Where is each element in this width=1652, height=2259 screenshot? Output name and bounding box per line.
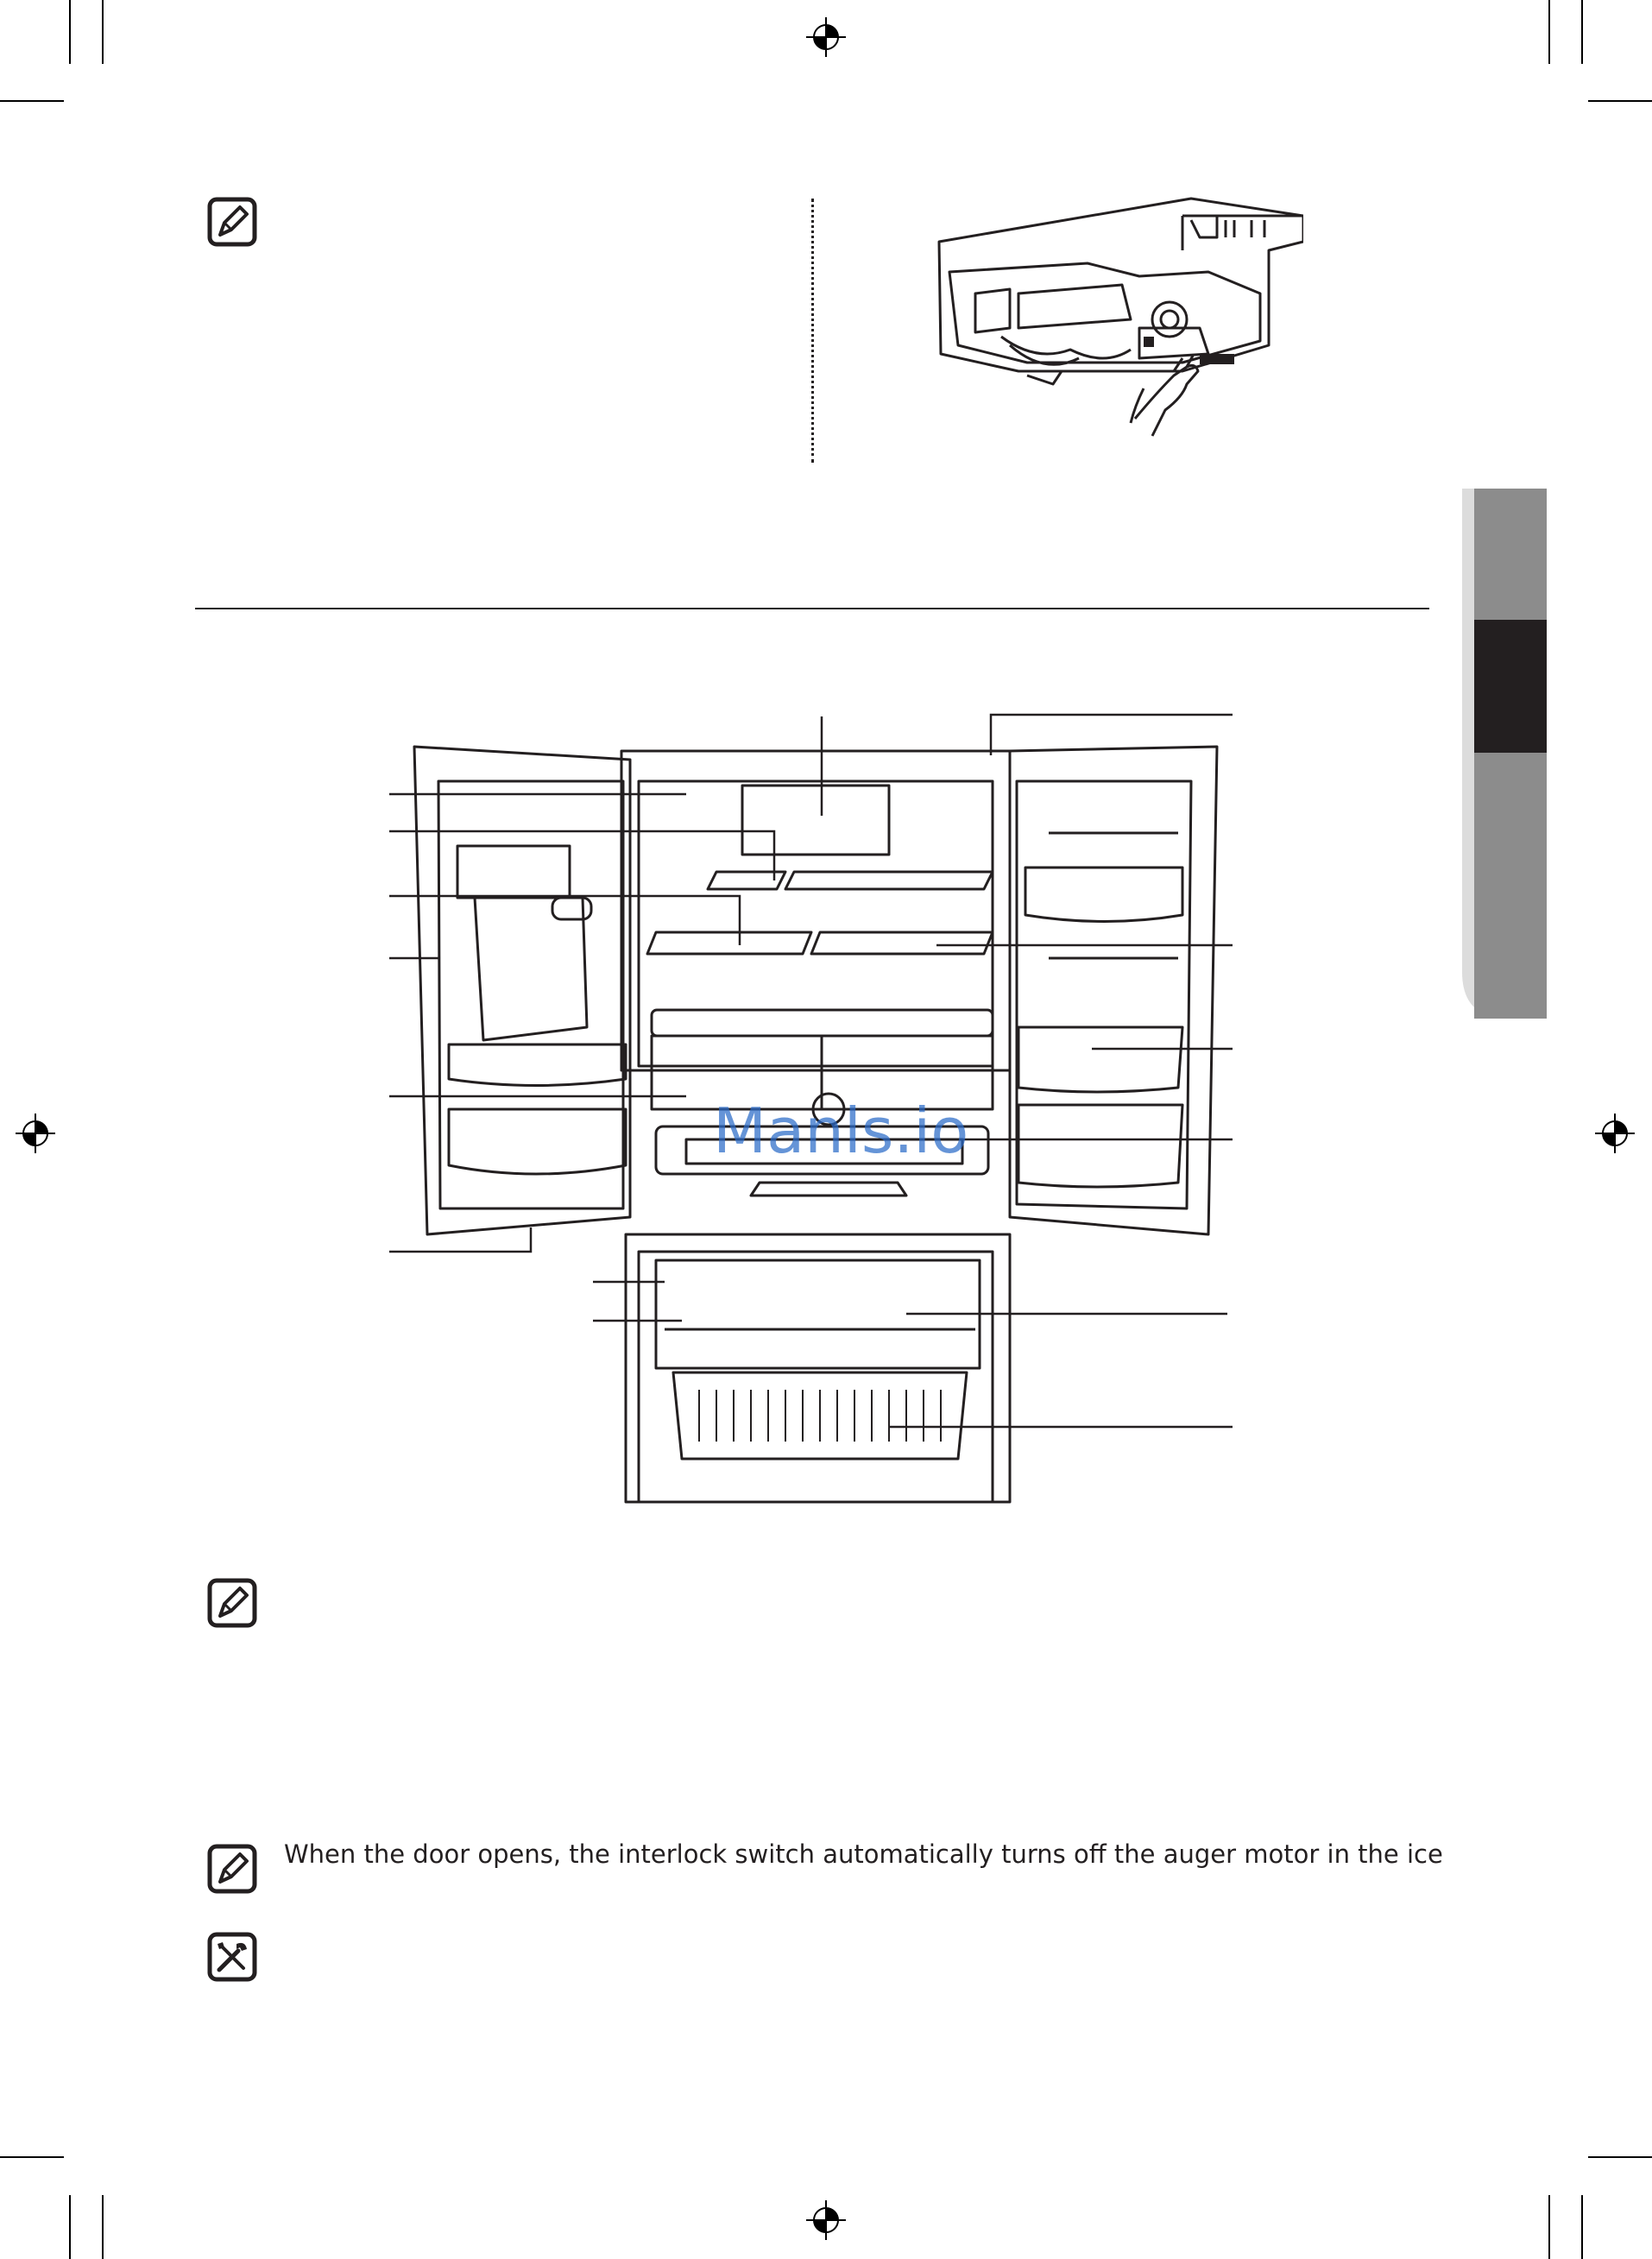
registration-mark-icon xyxy=(1593,1112,1636,1155)
note-pencil-icon xyxy=(207,1844,257,1894)
watermark: Manls.io xyxy=(713,1095,969,1167)
ice-maker-illustration xyxy=(924,190,1303,440)
chapter-side-tab xyxy=(1431,489,1547,1019)
registration-mark-icon xyxy=(804,16,848,59)
interlock-note-text: When the door opens, the interlock switch automatically turns off the auger motor in the ice xyxy=(284,1839,1443,1869)
registration-mark-icon xyxy=(14,1112,57,1155)
section-rule xyxy=(195,608,1429,609)
note-pencil-icon xyxy=(207,1578,257,1628)
column-divider xyxy=(811,199,814,463)
note-pencil-icon xyxy=(207,197,257,247)
tools-icon xyxy=(207,1932,257,1982)
registration-mark-icon xyxy=(804,2199,848,2242)
